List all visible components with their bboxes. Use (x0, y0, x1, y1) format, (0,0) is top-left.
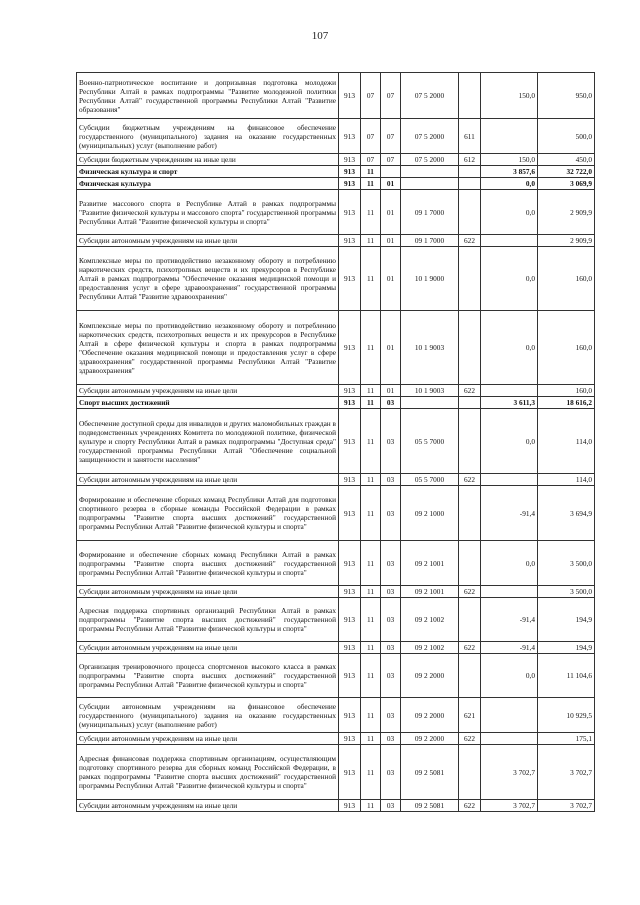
cell-name: Субсидии бюджетным учреждениям на финансовое обеспечение государственного (муниципального) задания на оказание государственных (муниципальных) услуг (выполнение работ) (77, 119, 339, 154)
cell-ved: 913 (339, 800, 361, 812)
cell-name: Субсидии автономным учреждениям на иные цели (77, 586, 339, 598)
cell-sum-change: -91,4 (481, 642, 538, 654)
cell-rz: 11 (361, 474, 381, 486)
table-row (77, 745, 595, 800)
cell-sum-total: 2 909,9 (538, 235, 595, 247)
table-row (77, 586, 595, 598)
table-row (77, 73, 595, 119)
cell-name: Комплексные меры по противодействию незаконному обороту и потреблению наркотических средств, психотропных веществ и их прекурсоров в Республике Алтай в рамках подпрограммы "Обеспечение оказания медицинской помощи и предоставления услуг в сфере здравоохранения" государственной программы Республики Алтай "Развитие здравоохранения" (77, 247, 339, 311)
cell-rz: 07 (361, 73, 381, 119)
cell-pr: 03 (381, 586, 401, 598)
cell-csr: 09 2 5081 (401, 800, 459, 812)
cell-pr: 03 (381, 397, 401, 409)
cell-name: Субсидии автономным учреждениям на иные цели (77, 800, 339, 812)
cell-sum-change: 0,0 (481, 311, 538, 385)
table-row (77, 800, 595, 812)
cell-vr (459, 409, 481, 474)
cell-ved: 913 (339, 598, 361, 642)
cell-name: Физическая культура (77, 178, 339, 190)
cell-ved: 913 (339, 474, 361, 486)
cell-rz: 11 (361, 586, 381, 598)
cell-name: Развитие массового спорта в Республике Алтай в рамках подпрограммы "Развитие физической культуры и массового спорта" государственной программы Республики Алтай "Развитие физической культуры и спорта" (77, 190, 339, 235)
cell-rz: 11 (361, 397, 381, 409)
table-row (77, 486, 595, 541)
cell-pr (381, 166, 401, 178)
cell-ved: 913 (339, 247, 361, 311)
cell-pr: 01 (381, 178, 401, 190)
cell-pr: 01 (381, 235, 401, 247)
cell-sum-change (481, 235, 538, 247)
table-row (77, 474, 595, 486)
cell-sum-total: 10 929,5 (538, 698, 595, 733)
cell-pr: 07 (381, 119, 401, 154)
cell-csr: 05 5 7000 (401, 474, 459, 486)
cell-sum-change: 0,0 (481, 247, 538, 311)
cell-pr: 03 (381, 733, 401, 745)
cell-sum-total: 114,0 (538, 409, 595, 474)
cell-name: Комплексные меры по противодействию незаконному обороту и потреблению наркотических средств, психотропных веществ и их прекурсоров в Республике Алтай в сфере физической культуры и спорта в рамках подпрограммы "Обеспечение оказания медицинской помощи и предоставления услуг в сфере здравоохранения" государственной программы Республики Алтай "Развитие здравоохранения" (77, 311, 339, 385)
table-row (77, 235, 595, 247)
cell-csr: 09 2 1001 (401, 541, 459, 586)
cell-name: Субсидии автономным учреждениям на иные цели (77, 733, 339, 745)
cell-vr (459, 311, 481, 385)
cell-vr (459, 541, 481, 586)
cell-pr: 03 (381, 541, 401, 586)
cell-sum-total: 3 069,9 (538, 178, 595, 190)
cell-vr (459, 178, 481, 190)
cell-vr (459, 598, 481, 642)
cell-csr: 05 5 7000 (401, 409, 459, 474)
cell-ved: 913 (339, 642, 361, 654)
cell-name: Обеспечение доступной среды для инвалидов и других маломобильных граждан в подведомственных учреждениях Комитета по молодежной политике, физической культуре и спорту Республики Алтай в рамках подпрограммы "Доступная среда" государственной программы Республики Алтай "Обеспечение социальной защищенности и занятости населения" (77, 409, 339, 474)
cell-ved: 913 (339, 311, 361, 385)
cell-csr (401, 166, 459, 178)
cell-rz: 07 (361, 119, 381, 154)
cell-sum-total: 175,1 (538, 733, 595, 745)
cell-pr: 01 (381, 247, 401, 311)
cell-csr (401, 178, 459, 190)
table-row (77, 311, 595, 385)
cell-pr: 01 (381, 190, 401, 235)
cell-pr: 03 (381, 654, 401, 698)
cell-sum-change: 150,0 (481, 154, 538, 166)
cell-sum-total: 160,0 (538, 247, 595, 311)
cell-rz: 11 (361, 166, 381, 178)
cell-ved: 913 (339, 190, 361, 235)
cell-ved: 913 (339, 486, 361, 541)
cell-rz: 11 (361, 409, 381, 474)
table-row (77, 598, 595, 642)
cell-name: Субсидии автономным учреждениям на иные цели (77, 385, 339, 397)
cell-rz: 11 (361, 247, 381, 311)
cell-csr: 09 1 7000 (401, 235, 459, 247)
cell-sum-change: 0,0 (481, 409, 538, 474)
cell-pr: 03 (381, 745, 401, 800)
cell-ved: 913 (339, 397, 361, 409)
cell-vr: 622 (459, 642, 481, 654)
cell-sum-change (481, 586, 538, 598)
cell-ved: 913 (339, 235, 361, 247)
cell-ved: 913 (339, 409, 361, 474)
cell-sum-change: 0,0 (481, 541, 538, 586)
cell-sum-total: 11 104,6 (538, 654, 595, 698)
cell-name: Субсидии автономным учреждениям на иные цели (77, 642, 339, 654)
cell-ved: 913 (339, 586, 361, 598)
cell-csr: 07 5 2000 (401, 73, 459, 119)
cell-rz: 07 (361, 154, 381, 166)
cell-sum-total: 160,0 (538, 311, 595, 385)
cell-sum-total: 3 702,7 (538, 800, 595, 812)
cell-csr: 10 1 9000 (401, 247, 459, 311)
cell-name: Формирование и обеспечение сборных команд Республики Алтай для подготовки спортивного резерва в сборные команды Российской Федерации в рамках подпрограммы "Развитие спорта высших достижений" государственной программы Республики Алтай "Развитие физической культуры и спорта" (77, 486, 339, 541)
cell-sum-change: 150,0 (481, 73, 538, 119)
cell-sum-change (481, 385, 538, 397)
cell-vr (459, 166, 481, 178)
cell-rz: 11 (361, 541, 381, 586)
cell-vr: 612 (459, 154, 481, 166)
cell-sum-total: 500,0 (538, 119, 595, 154)
cell-sum-total: 194,9 (538, 642, 595, 654)
cell-csr: 09 2 1002 (401, 642, 459, 654)
cell-rz: 11 (361, 654, 381, 698)
cell-rz: 11 (361, 642, 381, 654)
cell-name: Формирование и обеспечение сборных команд Республики Алтай в рамках подпрограммы "Развитие спорта высших достижений" государственной программы Республики Алтай "Развитие физической культуры и спорта" (77, 541, 339, 586)
table-row (77, 190, 595, 235)
cell-pr: 07 (381, 73, 401, 119)
cell-csr: 07 5 2000 (401, 119, 459, 154)
table-row (77, 119, 595, 154)
budget-table-body (77, 73, 595, 812)
cell-name: Адресная финансовая поддержка спортивным организациям, осуществляющим подготовку спортивного резерва для сборных команд Российской Федерации, в рамках подпрограммы "Развитие спорта высших достижений" государственной программы Республики Алтай "Развитие физической культуры и спорта" (77, 745, 339, 800)
cell-pr: 03 (381, 409, 401, 474)
table-row (77, 247, 595, 311)
cell-csr: 09 2 1001 (401, 586, 459, 598)
cell-name: Спорт высших достижений (77, 397, 339, 409)
cell-sum-total: 3 702,7 (538, 745, 595, 800)
cell-ved: 913 (339, 698, 361, 733)
cell-csr: 09 2 2000 (401, 654, 459, 698)
cell-vr: 622 (459, 235, 481, 247)
cell-ved: 913 (339, 541, 361, 586)
cell-rz: 11 (361, 178, 381, 190)
cell-rz: 11 (361, 733, 381, 745)
table-row (77, 385, 595, 397)
cell-vr: 622 (459, 385, 481, 397)
cell-sum-change (481, 474, 538, 486)
cell-ved: 913 (339, 385, 361, 397)
table-row (77, 409, 595, 474)
cell-vr (459, 486, 481, 541)
cell-name: Субсидии автономным учреждениям на иные цели (77, 235, 339, 247)
cell-rz: 11 (361, 385, 381, 397)
cell-sum-total: 3 500,0 (538, 541, 595, 586)
cell-rz: 11 (361, 486, 381, 541)
cell-ved: 913 (339, 166, 361, 178)
cell-sum-total: 18 616,2 (538, 397, 595, 409)
table-row (77, 642, 595, 654)
table-row (77, 397, 595, 409)
table-row (77, 698, 595, 733)
cell-ved: 913 (339, 73, 361, 119)
cell-rz: 11 (361, 311, 381, 385)
cell-name: Физическая культура и спорт (77, 166, 339, 178)
cell-rz: 11 (361, 190, 381, 235)
cell-sum-total: 194,9 (538, 598, 595, 642)
cell-vr: 611 (459, 119, 481, 154)
cell-pr: 03 (381, 474, 401, 486)
cell-vr: 622 (459, 800, 481, 812)
cell-csr: 09 2 1000 (401, 486, 459, 541)
cell-csr: 10 1 9003 (401, 311, 459, 385)
cell-sum-total: 2 909,9 (538, 190, 595, 235)
cell-csr: 07 5 2000 (401, 154, 459, 166)
cell-sum-change (481, 733, 538, 745)
cell-pr: 03 (381, 698, 401, 733)
cell-sum-change: -91,4 (481, 598, 538, 642)
cell-csr: 09 2 2000 (401, 733, 459, 745)
cell-csr: 10 1 9003 (401, 385, 459, 397)
cell-ved: 913 (339, 154, 361, 166)
cell-vr (459, 397, 481, 409)
cell-pr: 03 (381, 642, 401, 654)
cell-sum-change (481, 698, 538, 733)
cell-sum-change: 3 857,6 (481, 166, 538, 178)
cell-sum-change: 3 702,7 (481, 745, 538, 800)
cell-vr: 622 (459, 474, 481, 486)
cell-vr (459, 745, 481, 800)
cell-pr: 07 (381, 154, 401, 166)
cell-ved: 913 (339, 745, 361, 800)
table-row (77, 541, 595, 586)
table-row (77, 654, 595, 698)
cell-sum-total: 114,0 (538, 474, 595, 486)
table-row (77, 154, 595, 166)
cell-vr (459, 654, 481, 698)
cell-name: Субсидии автономным учреждениям на иные цели (77, 474, 339, 486)
cell-name: Адресная поддержка спортивных организаций Республики Алтай в рамках подпрограммы "Развитие спорта высших достижений" государственной программы Республики Алтай "Развитие физической культуры и спорта" (77, 598, 339, 642)
cell-pr: 03 (381, 486, 401, 541)
cell-sum-change: -91,4 (481, 486, 538, 541)
cell-sum-change (481, 119, 538, 154)
cell-ved: 913 (339, 178, 361, 190)
budget-table (76, 72, 595, 812)
table-row (77, 733, 595, 745)
table-row (77, 178, 595, 190)
cell-vr: 622 (459, 733, 481, 745)
page-number: 107 (311, 30, 329, 42)
cell-ved: 913 (339, 733, 361, 745)
cell-ved: 913 (339, 119, 361, 154)
cell-ved: 913 (339, 654, 361, 698)
cell-sum-total: 3 500,0 (538, 586, 595, 598)
cell-name: Организация тренировочного процесса спортсменов высокого класса в рамках подпрограммы "Развитие спорта высших достижений" государственной программы Республики Алтай "Развитие физической культуры и спорта" (77, 654, 339, 698)
cell-rz: 11 (361, 598, 381, 642)
cell-rz: 11 (361, 698, 381, 733)
cell-sum-total: 160,0 (538, 385, 595, 397)
cell-pr: 03 (381, 800, 401, 812)
cell-name: Военно-патриотическое воспитание и допризывная подготовка молодежи Республики Алтай в рамках подпрограммы "Развитие молодежной политики Республики Алтай" государственной программы Республики Алтай "Развитие образования" (77, 73, 339, 119)
cell-csr: 09 2 2000 (401, 698, 459, 733)
table-row (77, 166, 595, 178)
cell-pr: 01 (381, 385, 401, 397)
cell-pr: 01 (381, 311, 401, 385)
cell-vr (459, 247, 481, 311)
cell-sum-change: 3 702,7 (481, 800, 538, 812)
cell-vr (459, 190, 481, 235)
cell-csr: 09 2 1002 (401, 598, 459, 642)
cell-csr (401, 397, 459, 409)
cell-rz: 11 (361, 235, 381, 247)
cell-csr: 09 1 7000 (401, 190, 459, 235)
cell-name: Субсидии автономным учреждениям на финансовое обеспечение государственного (муниципального) задания на оказание государственных (муниципальных) услуг (выполнение работ) (77, 698, 339, 733)
cell-vr: 621 (459, 698, 481, 733)
cell-sum-change: 0,0 (481, 178, 538, 190)
cell-name: Субсидии бюджетным учреждениям на иные цели (77, 154, 339, 166)
cell-sum-change: 3 611,3 (481, 397, 538, 409)
cell-pr: 03 (381, 598, 401, 642)
cell-vr (459, 73, 481, 119)
cell-sum-total: 32 722,0 (538, 166, 595, 178)
cell-sum-change: 0,0 (481, 190, 538, 235)
cell-sum-total: 950,0 (538, 73, 595, 119)
cell-rz: 11 (361, 800, 381, 812)
cell-sum-change: 0,0 (481, 654, 538, 698)
cell-vr: 622 (459, 586, 481, 598)
cell-sum-total: 3 694,9 (538, 486, 595, 541)
cell-rz: 11 (361, 745, 381, 800)
cell-sum-total: 450,0 (538, 154, 595, 166)
cell-csr: 09 2 5081 (401, 745, 459, 800)
